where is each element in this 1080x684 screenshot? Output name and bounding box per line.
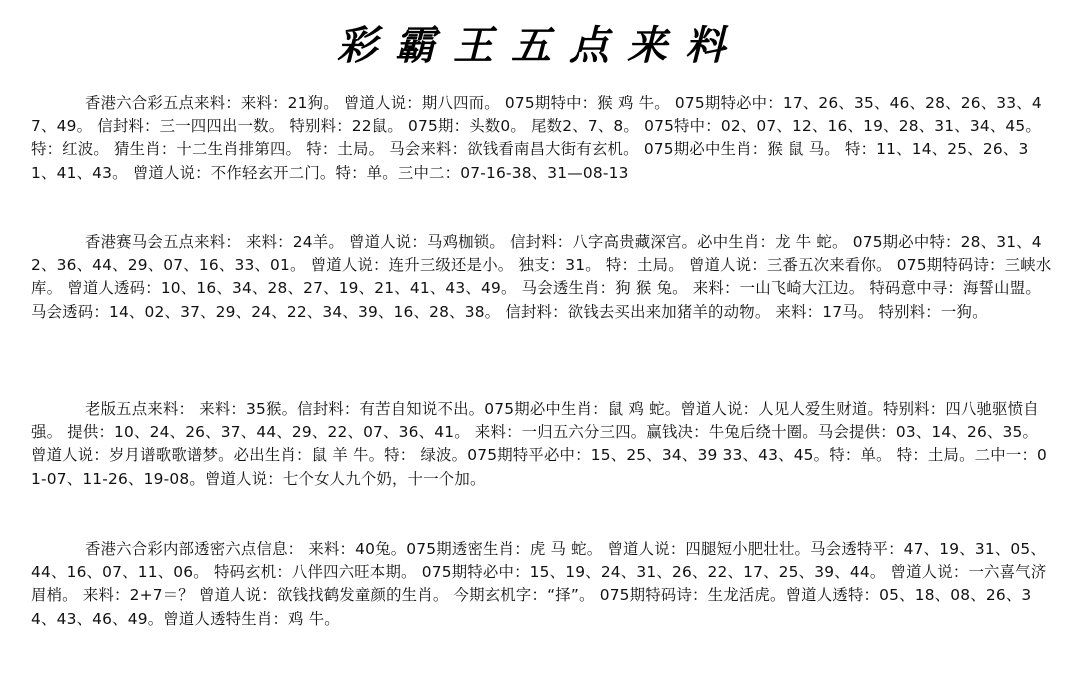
section-hk-lottery-five-point: 香港六合彩五点来料：来料：21狗。 曾道人说：期八四而。 075期特中：猴 鸡 牛。 075期特必中：17、26、35、46、28、26、33、47、49。 信封料：三一四四出一数。 特别料：22鼠。 075期：头数0。 尾数2、7、8。 075特中：02、07、12、16、19、28、31、34、45。 特：红波。 猜生肖：十二生肖排第四。 特：土局。 马会来料：欲钱看南昌大街有玄机。 075期必中生肖：猴 鼠 马。 特：11、14、25、26、31、41、43。 曾道人说：不作轻玄开二门。特：单。三中二：07-16-38、31—08-13 — [31, 94, 1042, 182]
section-hk-jockey-club-five-point: 香港赛马会五点来料： 来料：24羊。 曾道人说：马鸡枷锁。 信封料：八字高贵藏深宫。必中生肖：龙 牛 蛇。 075期必中特：28、31、42、36、44、29、07、16、33、01。 曾道人说：连升三级还是小。 独支：31。 特：土局。 曾道人说：三番五次来看你。 075期特码诗：三峡水库。 曾道人透码：10、16、34、28、27、19、21、41、43、49。 马会透生肖：狗 猴 兔。 来料：一山飞崎大江边。 特码意中寻：海誓山盟。 马会透码：14、02、37、29、24、22、34、39、16、28、38。 信封料：欲钱去买出来加猪羊的动物。 来料：17马。 特别料：一狗。 — [31, 233, 1052, 321]
section-internal-six-point: 香港六合彩内部透密六点信息： 来料：40兔。075期透密生肖：虎 马 蛇。 曾道人说：四腿短小肥壮壮。马会透特平：47、19、31、05、44、16、07、11、06。 特码玄机：八伴四六旺本期。 075期特必中：15、19、24、31、26、22、17、25、39、44。 曾道人说：一六喜气济眉梢。 来料：2+7＝？ 曾道人说：欲钱找鹤发童颜的生肖。 今期玄机字：“择”。 075期特码诗：生龙活虎。曾道人透特：05、18、08、26、34、43、46、49。曾道人透特生肖：鸡 牛。 — [31, 540, 1047, 628]
section-old-edition-five-point: 老版五点来料： 来料：35猴。信封料：有苦自知说不出。075期必中生肖：鼠 鸡 蛇。曾道人说：人见人爱生财道。特别料：四八驰驱愤自强。 提供：10、24、26、37、44、29、22、07、36、41。 来料：一归五六分三四。赢钱决：牛兔后绕十圈。马会提供：03、14、26、35。 曾道人说：岁月谱歌歌谱梦。必出生肖：鼠 羊 牛。特： 绿波。075期特平必中：15、25、34、39 33、43、45。特：单。 特：土局。二中一：01-07、11-26、19-08。曾道人说：七个女人九个奶，十一个加。 — [31, 400, 1048, 488]
page-title: 彩霸王五点来料 — [337, 22, 743, 69]
